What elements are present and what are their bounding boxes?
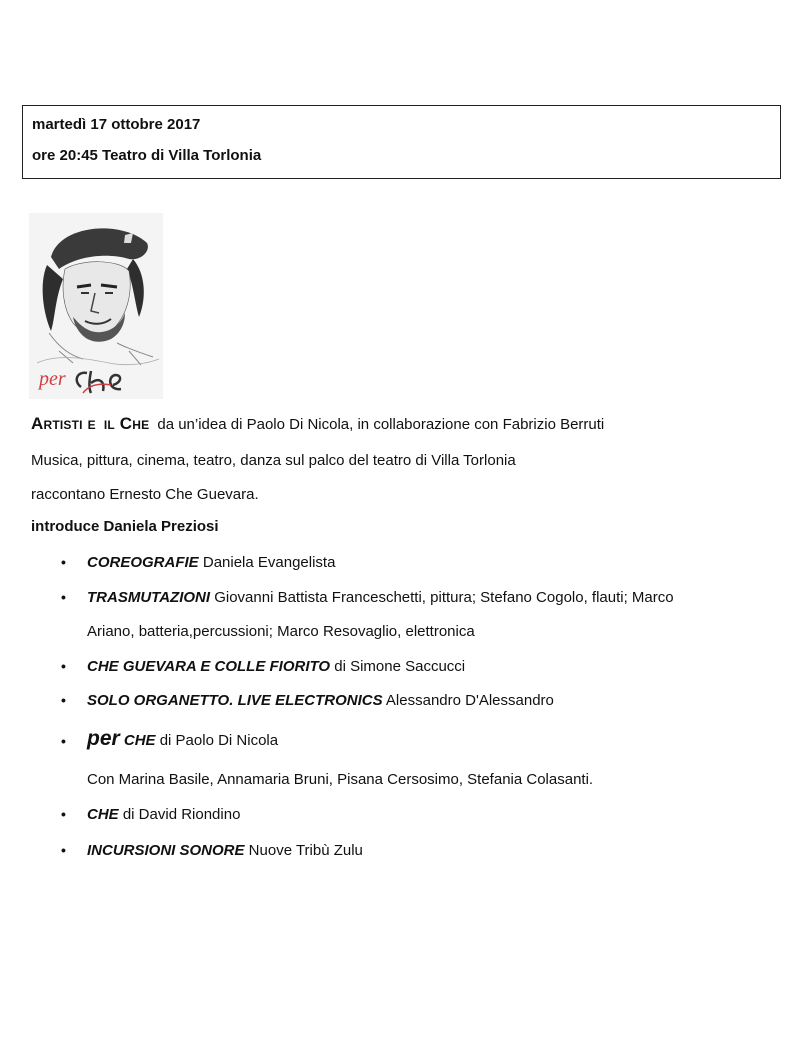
per-lettering: per bbox=[39, 368, 66, 390]
program-item bbox=[87, 589, 674, 606]
program-item-title: CHE GUEVARA E COLLE FIORITO bbox=[87, 658, 331, 675]
program-item-detail: di Simone Saccucci bbox=[330, 658, 466, 675]
intro-title-part2: il Che bbox=[103, 414, 150, 433]
program-item-title-per: per bbox=[87, 727, 120, 750]
bullet-icon: • bbox=[61, 842, 66, 858]
bullet-icon: • bbox=[61, 554, 66, 570]
bullet-icon: • bbox=[61, 589, 66, 605]
program-item bbox=[87, 806, 240, 823]
per-che-lettering-icon bbox=[29, 363, 163, 399]
intro-credit: da un’idea di Paolo Di Nicola, in collaborazione con Fabrizio Berruti bbox=[157, 416, 605, 433]
bullet-icon: • bbox=[61, 806, 66, 822]
event-header-box bbox=[22, 105, 781, 179]
program-item-title: SOLO ORGANETTO. LIVE ELECTRONICS bbox=[87, 692, 383, 709]
program-item-title: COREOGRAFIE bbox=[87, 554, 199, 571]
program-item-title: TRASMUTAZIONI bbox=[87, 589, 211, 606]
program-item-title: CHE bbox=[119, 732, 156, 749]
program-item bbox=[87, 842, 363, 859]
intro-title-line bbox=[31, 414, 604, 434]
program-item bbox=[87, 692, 554, 709]
intro-title-part1: Artisti e bbox=[31, 414, 96, 433]
program-item-title: CHE bbox=[87, 806, 119, 823]
program-item-detail: Giovanni Battista Franceschetti, pittura; Stefano Cogolo, flauti; Marco bbox=[210, 589, 674, 606]
event-time-venue: ore 20:45 Teatro di Villa Torlonia bbox=[32, 147, 262, 164]
che-portrait-logo bbox=[29, 213, 163, 399]
bullet-icon: • bbox=[61, 733, 66, 749]
program-item-detail: Daniela Evangelista bbox=[198, 554, 336, 571]
program-item-detail: di Paolo Di Nicola bbox=[155, 732, 279, 749]
intro-description-cont: raccontano Ernesto Che Guevara. bbox=[31, 486, 259, 503]
program-item-detail-cont: Con Marina Basile, Annamaria Bruni, Pisana Cersosimo, Stefania Colasanti. bbox=[87, 771, 594, 788]
program-item-title: INCURSIONI SONORE bbox=[87, 842, 245, 859]
program-item-detail: di David Riondino bbox=[118, 806, 241, 823]
bullet-icon: • bbox=[61, 658, 66, 674]
program-item bbox=[87, 554, 335, 571]
program-item-detail: Alessandro D'Alessandro bbox=[382, 692, 554, 709]
bullet-icon: • bbox=[61, 692, 66, 708]
intro-description: Musica, pittura, cinema, teatro, danza sul palco del teatro di Villa Torlonia bbox=[31, 452, 516, 469]
event-date: martedì 17 ottobre 2017 bbox=[32, 116, 201, 133]
program-item-detail-cont: Ariano, batteria,percussioni; Marco Resovaglio, elettronica bbox=[87, 623, 475, 640]
program-item bbox=[87, 658, 465, 675]
introduced-by: introduce Daniela Preziosi bbox=[31, 518, 219, 535]
program-item bbox=[87, 727, 278, 751]
program-item-detail: Nuove Tribù Zulu bbox=[244, 842, 363, 859]
